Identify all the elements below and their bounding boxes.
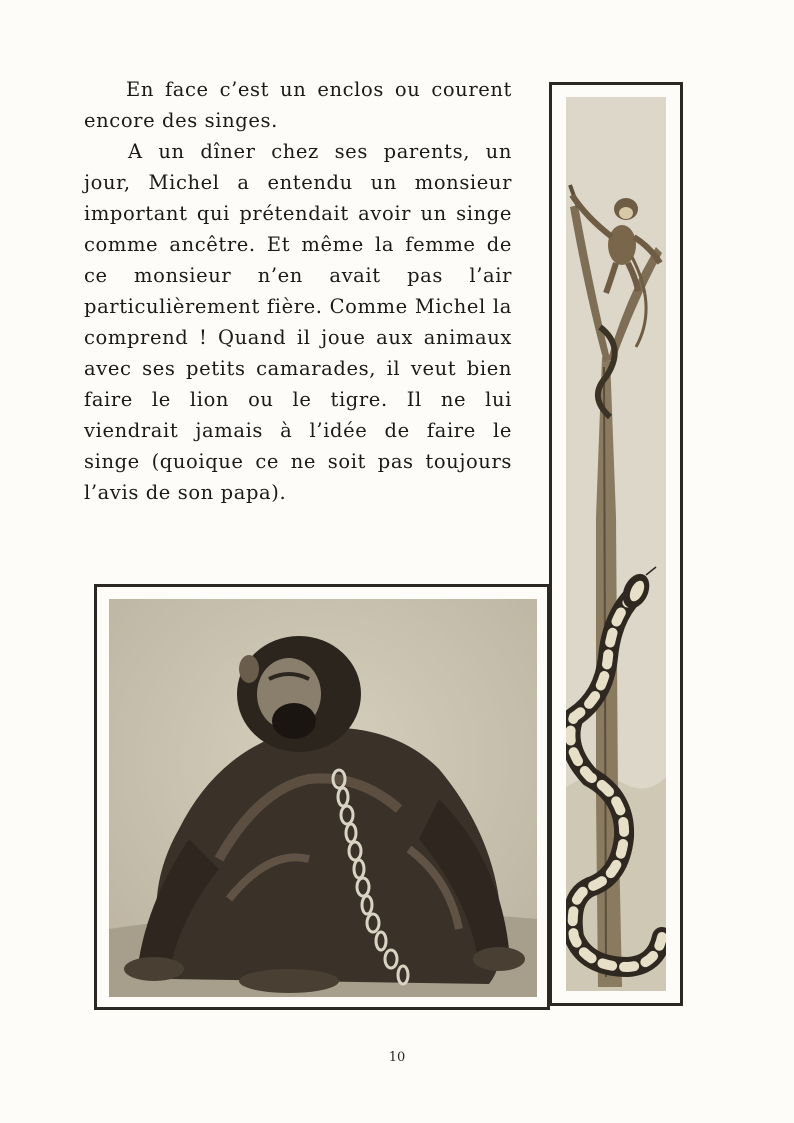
paragraph-2: A un dîner chez ses parents, un jour, Michel a entendu un monsieur important qui prétendait avoir un singe comme ancêtre. Et même la femme de ce monsieur n’en avait pas l’air particulièrement fière. Comme Michel la comprend ! Quand il joue aux animaux avec ses petits camarades, il veut bien faire le lion ou le tigre. Il ne lui viendrait jamais à l’idée de faire le singe (quoique ce ne soit pas toujours l’avis de son papa). bbox=[84, 140, 512, 504]
illustration-frame bbox=[549, 82, 683, 1006]
photo-frame bbox=[94, 584, 550, 1010]
paragraph-1: En face c’est un enclos ou courent encore des singes. bbox=[84, 78, 512, 132]
chained-chimpanzee-photo-icon bbox=[109, 599, 537, 997]
body-text bbox=[84, 74, 512, 508]
monkey-tree-snake-drawing-icon bbox=[566, 97, 666, 991]
page-number: 10 bbox=[388, 1050, 406, 1065]
